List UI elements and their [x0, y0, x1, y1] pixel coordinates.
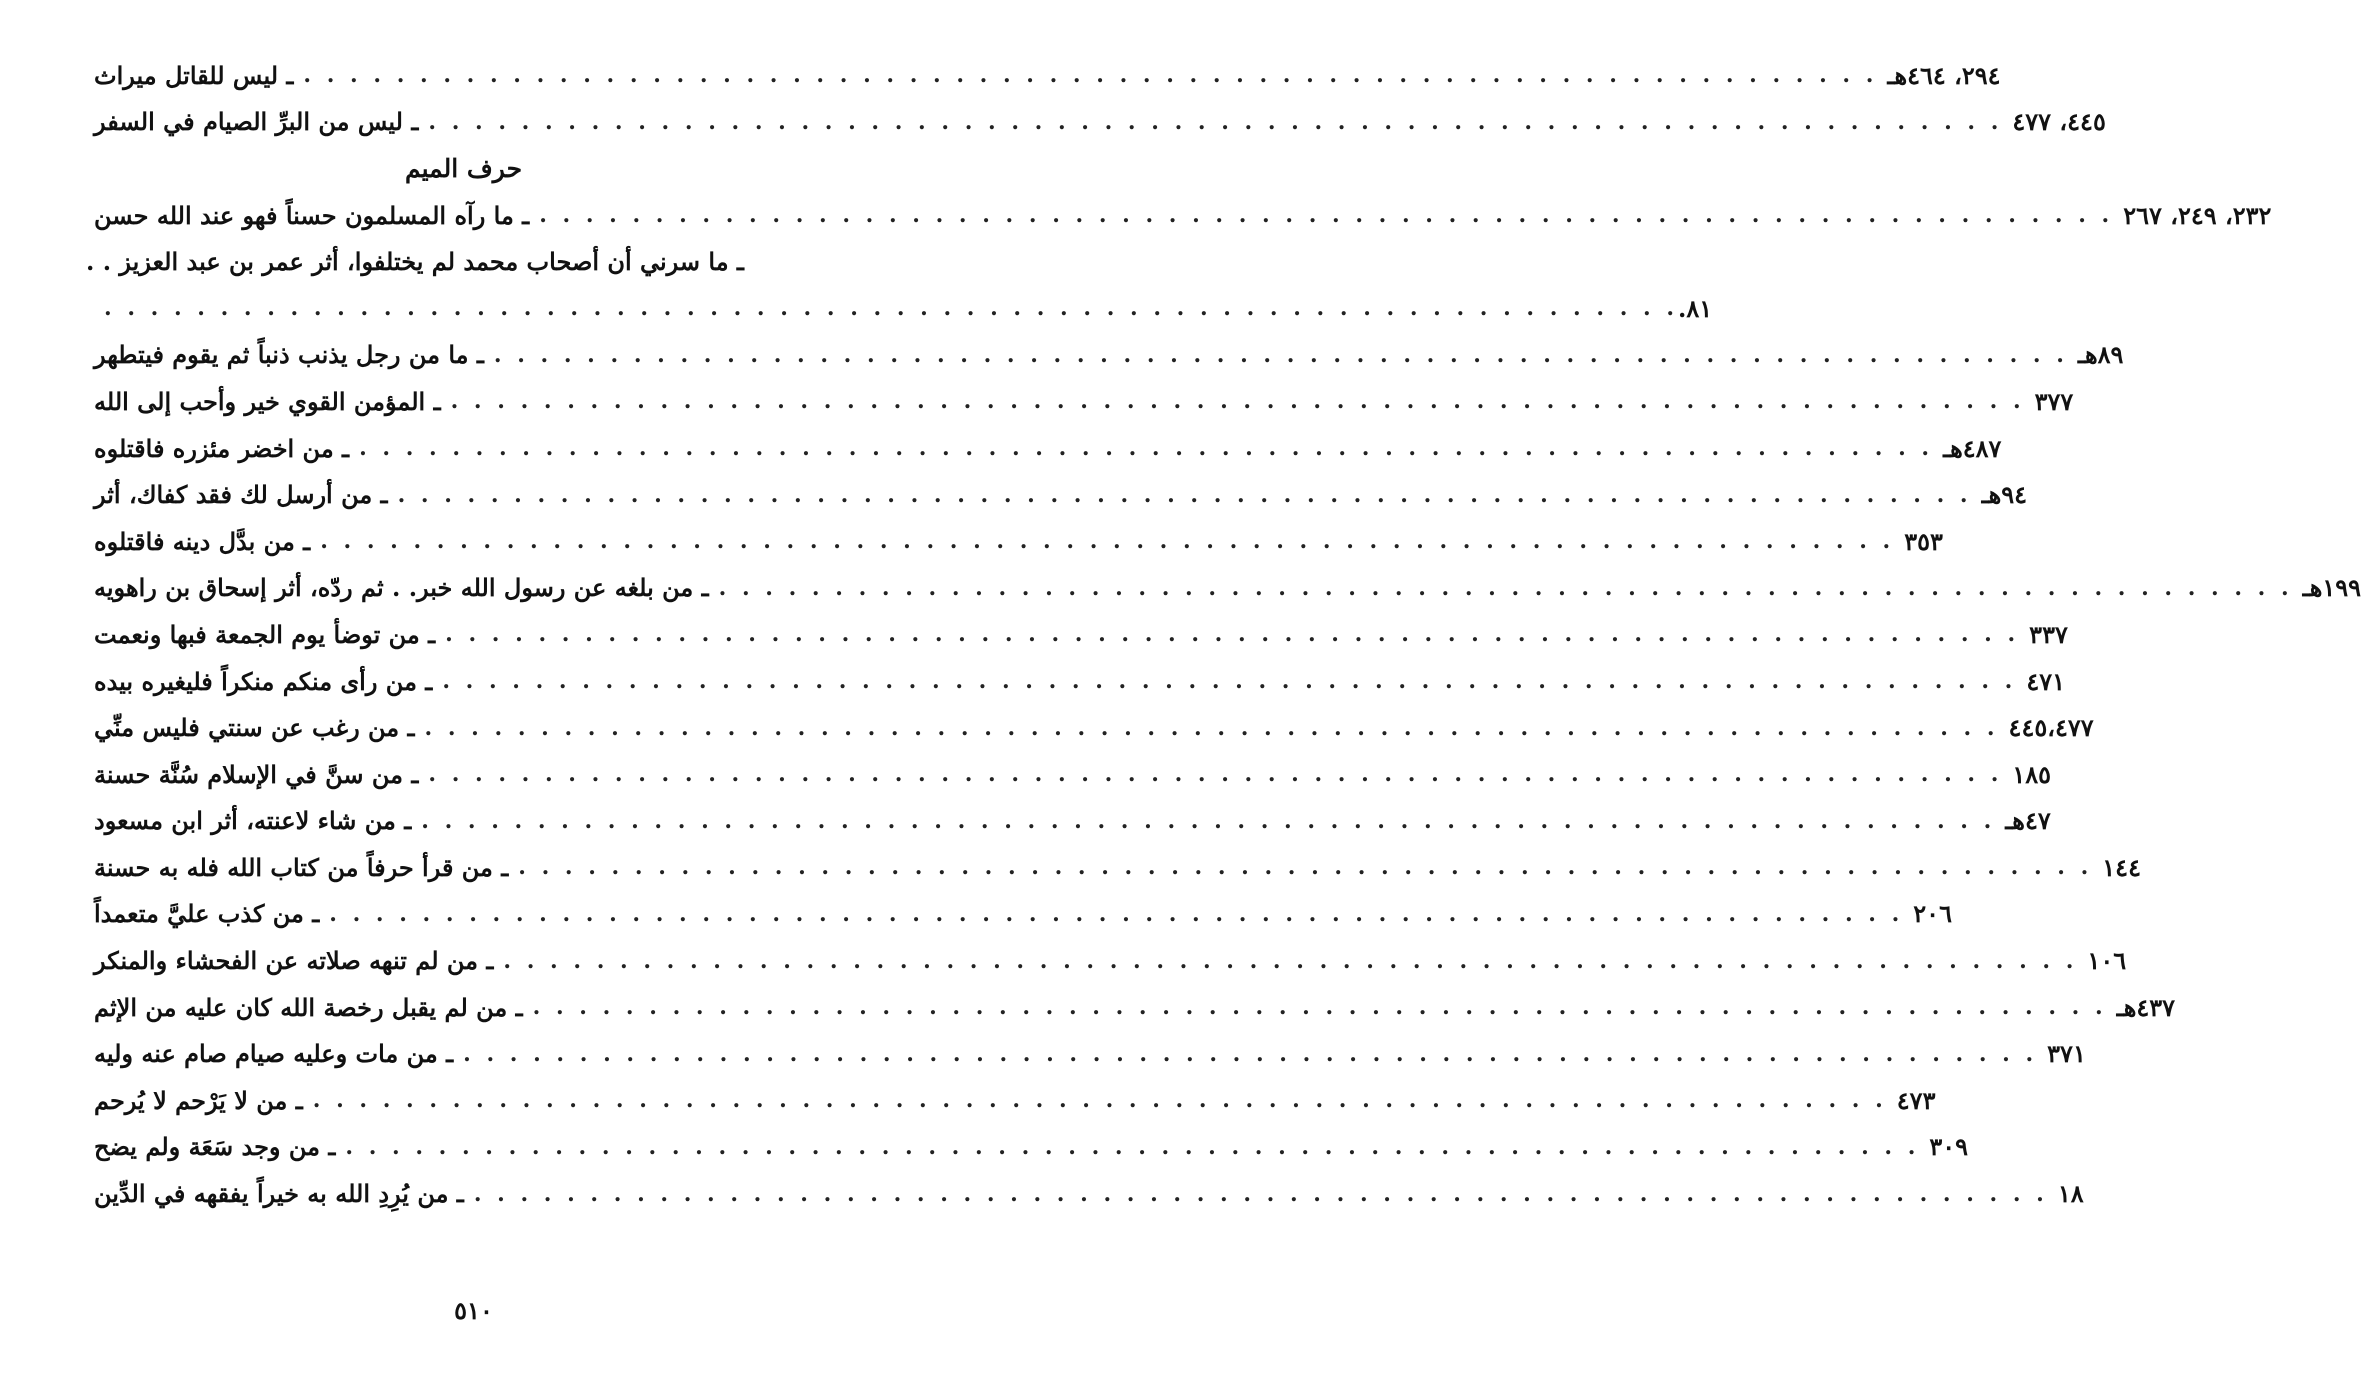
index-entry: [86, 891, 1952, 938]
index-entry-continuation: [86, 285, 1713, 332]
entry-text: ـ ما سرني أن أصحاب محمد لم يختلفوا، أثر عمر بن عبد العزيز . .: [86, 247, 744, 277]
leader-dots: . . . . . . . . . . . . . . . . . . . . . . . . . . . . . . . . . . . . . . . . . . . . . . . . . . . . . . . . . . . . . . . . . . . .: [442, 668, 2017, 695]
entry-text: ـ من كذب عليَّ متعمداً: [94, 899, 320, 929]
index-entry: [86, 1170, 2084, 1217]
entry-page-refs: ١٤٤: [2102, 852, 2141, 882]
entry-text: ـ من رغب عن سنتي فليس منِّي: [94, 713, 415, 743]
entry-page-refs: ١٨: [2057, 1179, 2084, 1209]
entry-page-refs: ٤٣٧هـ: [2116, 992, 2176, 1022]
leader-dots: . . . . . . . . . . . . . . . . . . . . . . . . . . . . . . . . . . . . . . . . . . . . . . . . . . . . . . . . . . . . . . . . . . . .: [345, 1133, 1920, 1160]
leader-dots: . . . . . . . . . . . . . . . . . . . . . . . . . . . . . . . . . . . . . . . . . . . . . . . . . . . . . . . . . . . . . . . . . . . .: [450, 388, 2025, 415]
entry-text: ـ من وجد سَعَة ولم يضح: [94, 1132, 336, 1162]
index-entry: [86, 1124, 1969, 1171]
entry-page-refs: ٩٤هـ: [1981, 480, 2028, 510]
index-entry: [86, 378, 2074, 425]
leader-dots: . . . . . . . . . . . . . . . . . . . . . . . . . . . . . . . . . . . . . . . . . . . . . . . . . . . . . . . . . . . . . . . . . . . .: [463, 1040, 2038, 1067]
leader-dots: . . . . . . . . . . . . . . . . . . . . . . . . . . . . . . . . . . . . . . . . . . . . . . . . . . . . . . . . . . . . . . . . . . . .: [503, 947, 2078, 974]
index-entry: [86, 332, 2124, 379]
section-heading-text: حرف الميم: [404, 153, 523, 183]
index-entry: [86, 471, 2028, 518]
leader-dots: . . . . . . . . . . . . . . . . . . . . . . . . . . . . . . . . . . . . . . . . . . . . . . . . . . . . . . . . . . . . . . . . . . . .: [473, 1180, 2048, 1207]
entry-page-refs: ١٨٥: [2012, 759, 2052, 789]
index-entry: [86, 798, 2051, 845]
index-entry: [86, 99, 2106, 146]
index-entry: [86, 658, 2065, 705]
entry-page-refs: ٢٠٦: [1913, 899, 1952, 929]
entry-page-refs: ٣٥٣: [1904, 526, 1943, 556]
index-entry: [86, 425, 2002, 472]
leader-dots: . . . . . . . . . . . . . . . . . . . . . . . . . . . . . . . . . . . . . . . . . . . . . . . . . . . . . . . . . . . . . . . . . . . .: [718, 574, 2293, 601]
index-entry: [86, 751, 2052, 798]
entry-page-refs: ٣٠٩: [1929, 1132, 1969, 1162]
entry-page-refs: ٣٣٧: [2029, 619, 2068, 649]
index-entry: [86, 937, 2127, 984]
entry-text: ـ المؤمن القوي خير وأحب إلى الله: [94, 386, 441, 416]
entry-text: ـ من اخضر مئزره فاقتلوه: [94, 433, 350, 463]
entry-page-refs: ٤٧٣: [1896, 1085, 1936, 1115]
entry-text: ـ من لم يقبل رخصة الله كان عليه من الإثم: [94, 992, 523, 1022]
entry-page-refs: ٢٣٢، ٢٤٩، ٢٦٧: [2123, 200, 2272, 230]
entry-page-refs: ٤٨٧هـ: [1943, 433, 2002, 463]
entry-text: ـ من يُرِدِ الله به خيراً يفقهه في الدِّين: [94, 1179, 464, 1209]
hadith-index-list: [86, 52, 2362, 1217]
leader-dots: . . . . . . . . . . . . . . . . . . . . . . . . . . . . . . . . . . . . . . . . . . . . . . . . . . . . . . . . . . . . . . . . . . . .: [312, 1087, 1887, 1114]
entry-page-refs: ٨١.: [1678, 293, 1713, 323]
leader-dots: . . . . . . . . . . . . . . . . . . . . . . . . . . . . . . . . . . . . . . . . . . . . . . . . . . . . . . . . . . . . . . . . . . . .: [518, 854, 2093, 881]
entry-text: ـ من أرسل لك فقد كفاك، أثر: [94, 480, 388, 510]
index-entry: [86, 1030, 2086, 1077]
leader-dots: . . . . . . . . . . . . . . . . . . . . . . . . . . . . . . . . . . . . . . . . . . . . . . . . . . . . . . . . . . . . . . . . . . . .: [359, 435, 1934, 462]
entry-text: ـ ما من رجل يذنب ذنباً ثم يقوم فيتطهر: [94, 340, 484, 370]
entry-page-refs: ٤٤٥،٤٧٧: [2008, 713, 2094, 743]
entry-text: ـ من رأى منكم منكراً فليغيره بيده: [94, 666, 433, 696]
entry-text: ـ من شاء لاعنته، أثر ابن مسعود: [94, 806, 412, 836]
entry-text: ـ ليس من البرِّ الصيام في السفر: [94, 107, 419, 137]
index-entry: [86, 518, 1943, 565]
entry-text: ـ من قرأ حرفاً من كتاب الله فله به حسنة: [94, 852, 509, 882]
index-entry: [86, 611, 2068, 658]
index-entry: [86, 844, 2141, 891]
entry-text: ـ ليس للقاتل ميراث: [94, 60, 294, 90]
entry-page-refs: ٨٩هـ: [2077, 340, 2124, 370]
entry-page-refs: ٤٤٥، ٤٧٧: [2012, 107, 2106, 137]
leader-dots: . . . . . . . . . . . . . . . . . . . . . . . . . . . . . . . . . . . . . . . . . . . . . . . . . . . . . . . . . . . . . . . . . . . .: [428, 108, 2003, 135]
entry-page-refs: ٢٩٤، ٤٦٤هـ: [1887, 60, 2001, 90]
entry-text: ـ من سنَّ في الإسلام سُنَّة حسنة: [94, 759, 419, 789]
entry-page-refs: ٤٧هـ: [2005, 806, 2051, 836]
index-entry: [86, 565, 2362, 612]
leader-dots: . . . . . . . . . . . . . . . . . . . . . . . . . . . . . . . . . . . . . . . . . . . . . . . . . . . . . . . . . . . . . . . . . . . .: [329, 900, 1904, 927]
entry-page-refs: ١٠٦: [2087, 946, 2127, 976]
entry-page-refs: ١٩٩هـ: [2302, 573, 2362, 603]
leader-dots: . . . . . . . . . . . . . . . . . . . . . . . . . . . . . . . . . . . . . . . . . . . . . . . . . . . . . . . . . . . . . . . . . . . .: [320, 528, 1895, 555]
leader-dots: . . . . . . . . . . . . . . . . . . . . . . . . . . . . . . . . . . . . . . . . . . . . . . . . . . . . . . . . . . . . . . . . . . . .: [428, 761, 2003, 788]
section-heading: [86, 145, 841, 192]
entry-text: ـ من بدَّل دينه فاقتلوه: [94, 526, 311, 556]
index-entry: [86, 192, 2272, 239]
leader-dots: . . . . . . . . . . . . . . . . . . . . . . . . . . . . . . . . . . . . . . . . . . . . . . . . . . . . . . . . . . . . . . . . . . . .: [303, 62, 1878, 89]
entry-text: ـ ما رآه المسلمون حسناً فهو عند الله حسن: [94, 200, 530, 230]
leader-dots: . . . . . . . . . . . . . . . . . . . . . . . . . . . . . . . . . . . . . . . . . . . . . . . . . . . . . . . . . . . . . . . . . . . .: [493, 341, 2068, 368]
leader-dots: . . . . . . . . . . . . . . . . . . . . . . . . . . . . . . . . . . . . . . . . . . . . . . . . . . . . . . . . . . . . . . . . . . . .: [397, 481, 1972, 508]
entry-text: ـ من بلغه عن رسول الله خبر. . ثم ردّه، أثر إسحاق بن راهويه: [94, 573, 709, 603]
page-number: ٥١٠: [454, 1296, 493, 1325]
leader-dots: . . . . . . . . . . . . . . . . . . . . . . . . . . . . . . . . . . . . . . . . . . . . . . . . . . . . . . . . . . . . . . . . . . . .: [421, 807, 1996, 834]
index-entry: [86, 1077, 1936, 1124]
entry-page-refs: ٣٧٧: [2034, 386, 2074, 416]
index-entry: [86, 704, 2094, 751]
leader-dots: . . . . . . . . . . . . . . . . . . . . . . . . . . . . . . . . . . . . . . . . . . . . . . . . . . . . . . . . . . . . . . . . . . . .: [539, 202, 2114, 229]
entry-text: ـ من لم تنهه صلاته عن الفحشاء والمنكر: [94, 946, 494, 976]
entry-page-refs: ٤٧١: [2026, 666, 2065, 696]
leader-dots: . . . . . . . . . . . . . . . . . . . . . . . . . . . . . . . . . . . . . . . . . . . . . . . . . . . . . . . . . . . . . . . . . . . .: [445, 621, 2020, 648]
entry-page-refs: ٣٧١: [2047, 1039, 2086, 1069]
index-entry: [86, 238, 841, 285]
index-entry: [86, 52, 2001, 99]
entry-text: ـ من لا يَرْحم لا يُرحم: [94, 1085, 303, 1115]
entry-text: ـ من مات وعليه صيام صام عنه وليه: [94, 1039, 454, 1069]
leader-dots: . . . . . . . . . . . . . . . . . . . . . . . . . . . . . . . . . . . . . . . . . . . . . . . . . . . . . . . . . . . . . . . . . . . .: [532, 994, 2107, 1021]
index-entry: [86, 984, 2176, 1031]
entry-text: ـ من توضأ يوم الجمعة فبها ونعمت: [94, 619, 436, 649]
leader-dots: . . . . . . . . . . . . . . . . . . . . . . . . . . . . . . . . . . . . . . . . . . . . . . . . . . . . . . . . . . . . . . . . . . . .: [424, 714, 1999, 741]
leader-dots: . . . . . . . . . . . . . . . . . . . . . . . . . . . . . . . . . . . . . . . . . . . . . . . . . . . . . . . . . . . . . . . . . . . .: [104, 295, 1678, 322]
